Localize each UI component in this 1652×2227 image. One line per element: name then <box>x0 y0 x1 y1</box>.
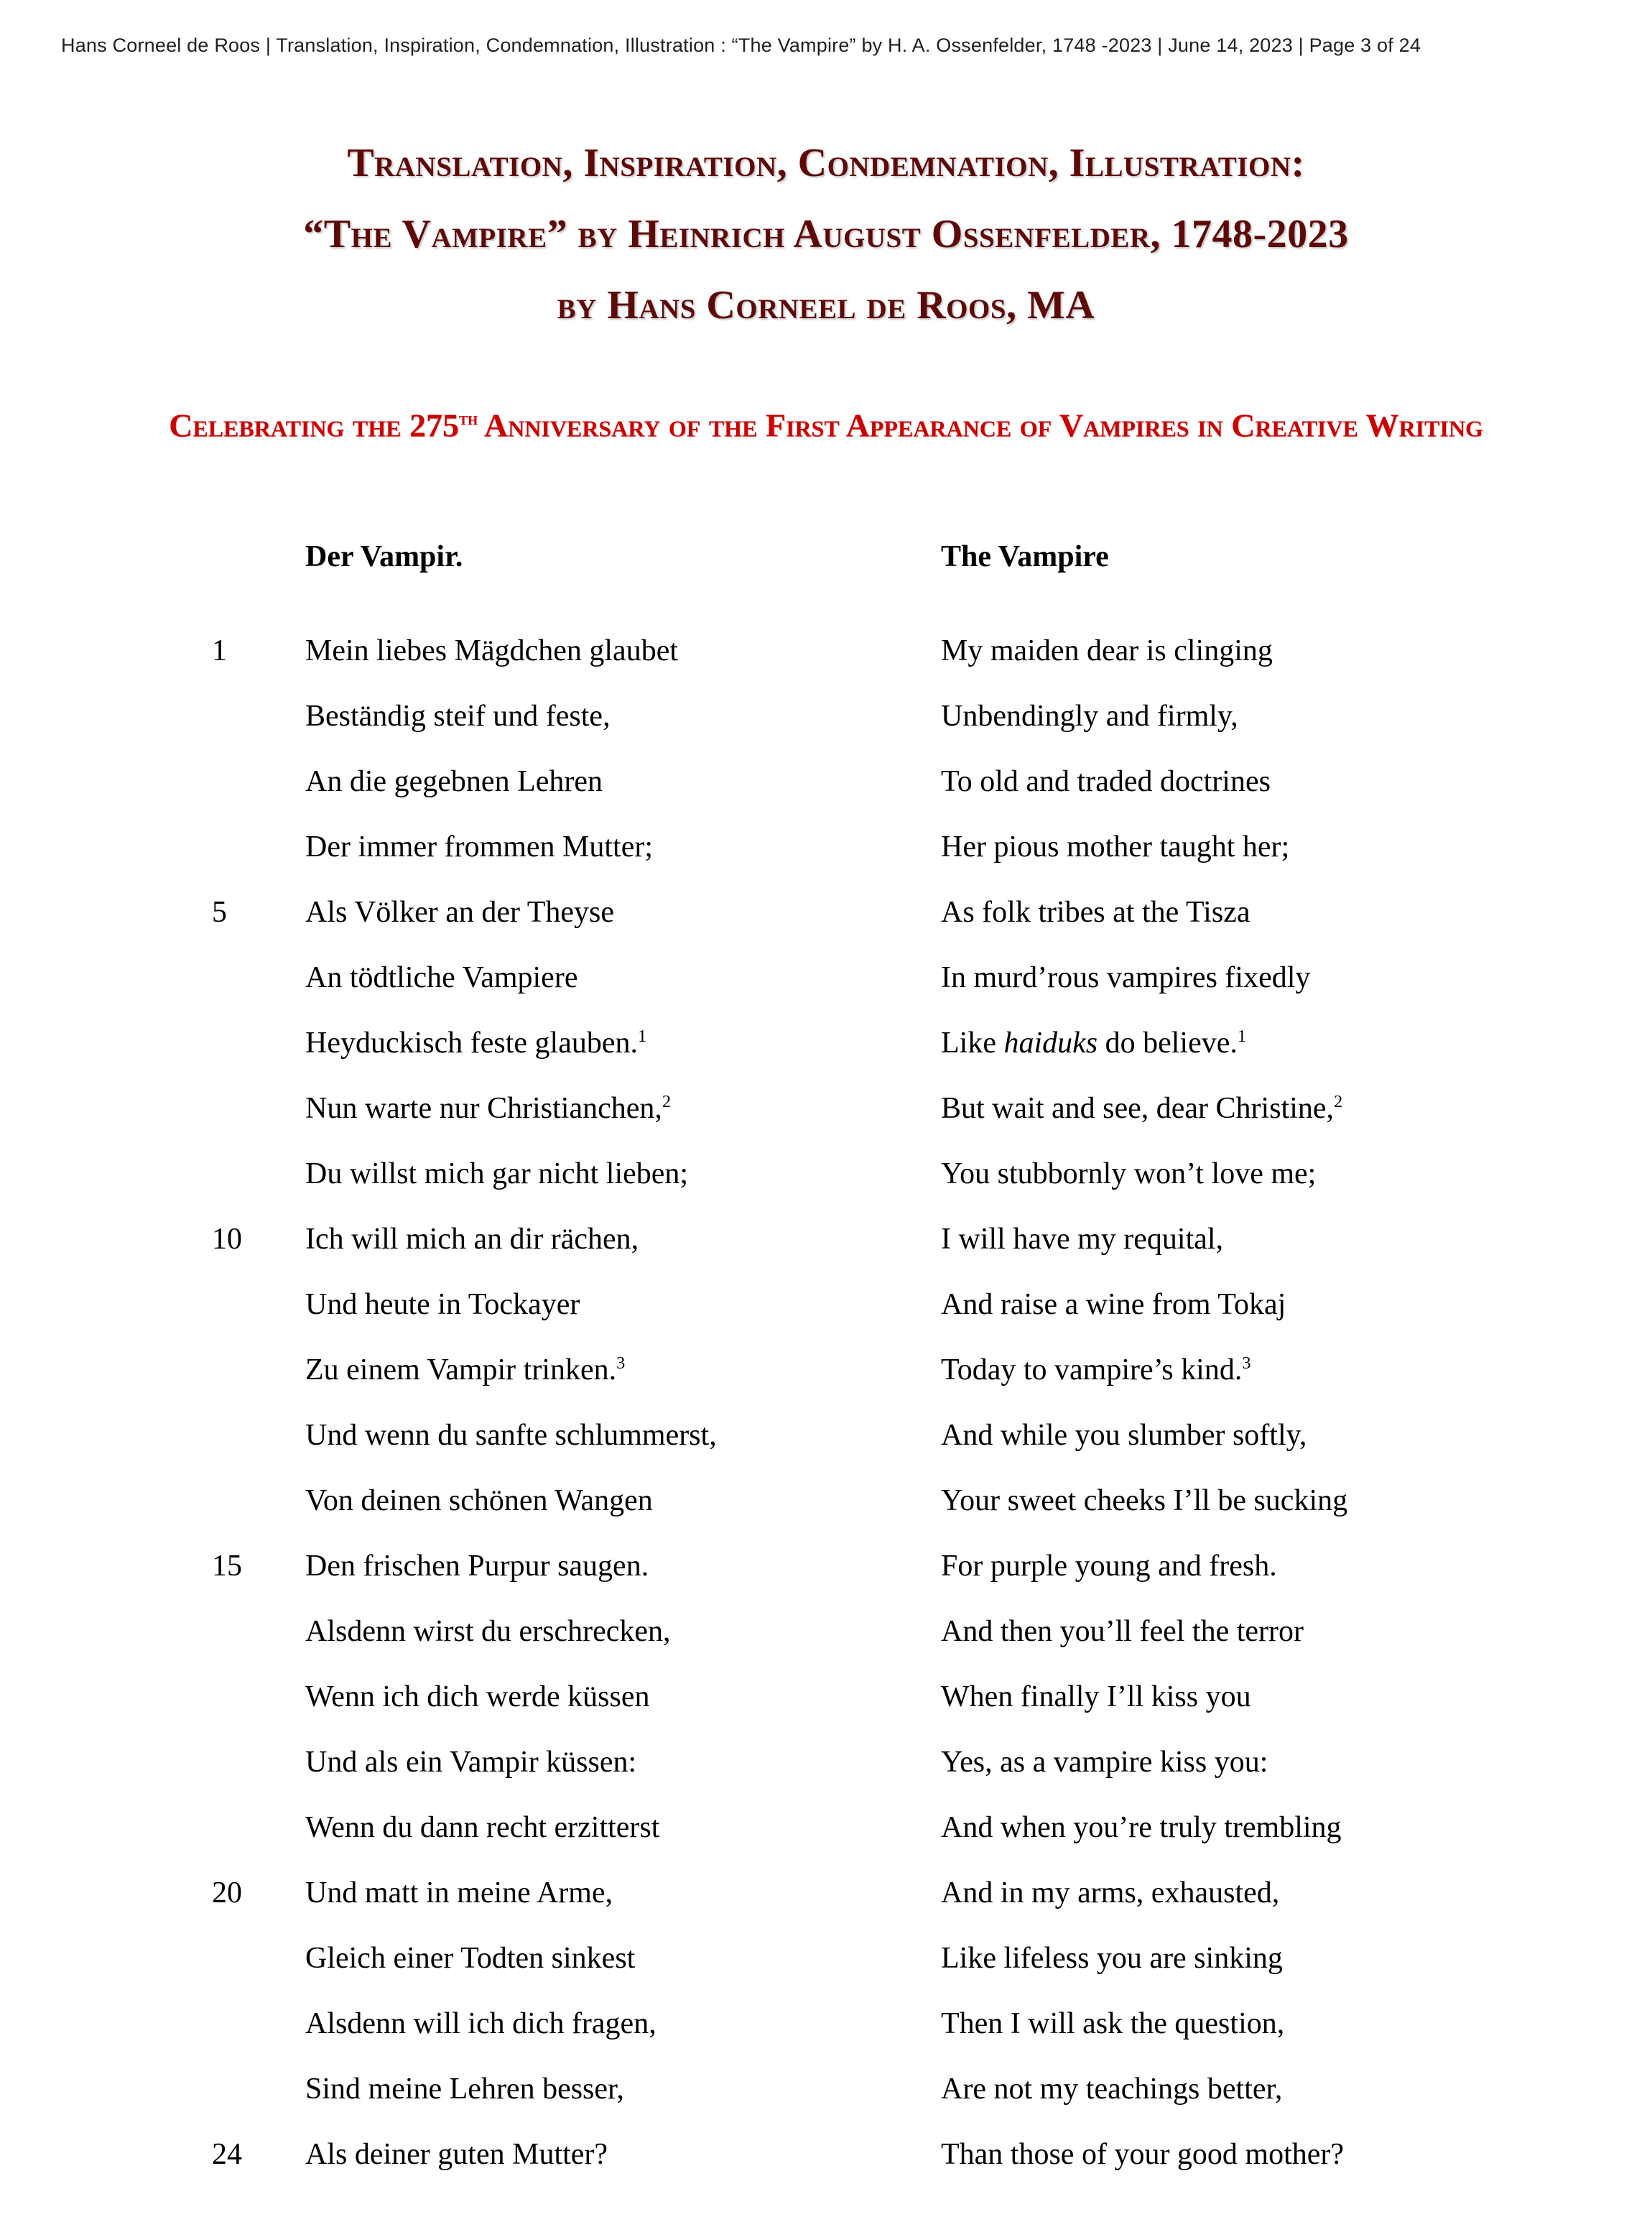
english-line: I will have my requital, <box>941 1223 1224 1256</box>
poem-row <box>212 945 1609 1011</box>
german-line: Und wenn du sanfte schlummerst, <box>305 1419 717 1452</box>
poem <box>212 524 1609 2187</box>
english-line: To old and traded doctrines <box>941 765 1271 798</box>
subtitle-prefix: Celebrating the 275 <box>169 407 459 444</box>
footnote-reference: 2 <box>1334 1092 1343 1111</box>
poem-row <box>212 815 1609 880</box>
poem-row <box>212 880 1609 945</box>
german-line: Beständig steif und feste, <box>305 700 611 733</box>
english-line: And raise a wine from Tokaj <box>941 1288 1286 1321</box>
subtitle-ordinal-superscript: th <box>458 409 478 429</box>
english-line: And when you’re truly trembling <box>941 1811 1342 1844</box>
poem-lines <box>212 619 1609 2187</box>
title-block <box>0 128 1652 341</box>
german-line: Wenn du dann recht erzitterst <box>305 1811 660 1844</box>
german-line: Mein liebes Mägdchen glaubet <box>305 634 679 667</box>
poem-row <box>212 1076 1609 1142</box>
poem-row <box>212 1795 1609 1861</box>
line-number: 24 <box>212 2138 242 2171</box>
english-line: You stubbornly won’t love me; <box>941 1157 1317 1190</box>
english-line: As folk tribes at the Tisza <box>941 896 1250 929</box>
german-line: Gleich einer Todten sinkest <box>305 1942 636 1975</box>
german-line: Zu einem Vampir trinken.$^3$ <box>305 1353 626 1386</box>
poem-row <box>212 619 1609 684</box>
running-header: Hans Corneel de Roos | Translation, Inspiration, Condemnation, Illustration : “The Vampire” by H. A. Ossenfelder, 1748 -2023 | June 14, 2023 | Page 3 of 24 <box>61 34 1421 56</box>
english-line: Yes, as a vampire kiss you: <box>941 1746 1268 1779</box>
line-number: 15 <box>212 1550 242 1583</box>
footnote-reference: 3 <box>616 1353 626 1373</box>
subtitle <box>0 397 1652 447</box>
line-number: 5 <box>212 896 227 929</box>
poem-row <box>212 1468 1609 1534</box>
german-line: Von deinen schönen Wangen <box>305 1484 653 1517</box>
german-line: Den frischen Purpur saugen. <box>305 1550 649 1583</box>
english-column-title: The Vampire <box>941 540 1109 573</box>
poem-row <box>212 684 1609 749</box>
footnote-reference: 1 <box>638 1027 647 1046</box>
german-line: Alsdenn wirst du erschrecken, <box>305 1615 671 1648</box>
german-line: Als Völker an der Theyse <box>305 896 615 929</box>
english-line: Than those of your good mother? <box>941 2138 1345 2171</box>
poem-row <box>212 1861 1609 1926</box>
english-line: Then I will ask the question, <box>941 2007 1285 2040</box>
german-line: Und heute in Tockayer <box>305 1288 580 1321</box>
german-line: Wenn ich dich werde küssen <box>305 1680 650 1713</box>
english-line: Her pious mother taught her; <box>941 830 1290 864</box>
line-number: 10 <box>212 1223 242 1256</box>
german-line: Alsdenn will ich dich fragen, <box>305 2007 656 2040</box>
footnote-reference: 2 <box>662 1092 672 1111</box>
poem-row <box>212 1142 1609 1207</box>
english-line: In murd’rous vampires fixedly <box>941 961 1311 994</box>
english-line: When finally I’ll kiss you <box>941 1680 1251 1713</box>
german-line: An die gegebnen Lehren <box>305 765 603 798</box>
poem-row <box>212 1534 1609 1599</box>
english-line: And while you slumber softly, <box>941 1419 1307 1452</box>
english-line: Today to vampire’s kind.$^3$ <box>941 1353 1251 1386</box>
poem-row <box>212 1338 1609 1403</box>
footnote-reference: 3 <box>1242 1353 1251 1373</box>
english-line: My maiden dear is clinging <box>941 634 1273 667</box>
german-line: Und als ein Vampir küssen: <box>305 1746 637 1779</box>
poem-column-headers <box>212 524 1609 590</box>
poem-row <box>212 1926 1609 1991</box>
german-line: Der immer frommen Mutter; <box>305 830 654 864</box>
poem-row <box>212 1991 1609 2057</box>
poem-row <box>212 2122 1609 2187</box>
document-title-line3: by Hans Corneel de Roos, MA <box>557 283 1095 328</box>
document-title-line1: Translation, Inspiration, Condemnation, Illustration: <box>347 141 1305 185</box>
german-line: Ich will mich an dir rächen, <box>305 1223 639 1256</box>
german-line: An tödtliche Vampiere <box>305 961 578 994</box>
poem-row <box>212 1011 1609 1076</box>
poem-row <box>212 2057 1609 2122</box>
poem-row <box>212 1207 1609 1272</box>
line-number: 20 <box>212 1876 242 1909</box>
poem-row <box>212 1599 1609 1665</box>
footnote-reference: 1 <box>1237 1027 1247 1046</box>
german-column-title: Der Vampir. <box>305 540 463 573</box>
german-line: Und matt in meine Arme, <box>305 1876 613 1909</box>
german-line: Als deiner guten Mutter? <box>305 2138 608 2171</box>
line-number: 1 <box>212 634 227 667</box>
english-line: Your sweet cheeks I’ll be sucking <box>941 1484 1348 1517</box>
german-line: Sind meine Lehren besser, <box>305 2073 624 2106</box>
english-line: Like lifeless you are sinking <box>941 1942 1283 1975</box>
english-line: Unbendingly and firmly, <box>941 700 1238 733</box>
german-line: Nun warte nur Christianchen,$^2$ <box>305 1092 672 1125</box>
german-line: Du willst mich gar nicht lieben; <box>305 1157 689 1190</box>
poem-row <box>212 749 1609 815</box>
english-line: And then you’ll feel the terror <box>941 1615 1304 1648</box>
german-line: Heyduckisch feste glauben.$^1$ <box>305 1027 647 1060</box>
poem-row <box>212 1403 1609 1468</box>
document-title-line2: “The Vampire” by Heinrich August Ossenfelder, 1748-2023 <box>303 212 1349 256</box>
poem-row <box>212 1665 1609 1730</box>
poem-row <box>212 1730 1609 1795</box>
english-line: Are not my teachings better, <box>941 2073 1283 2106</box>
english-line: Like haiduks do believe.$^1$ <box>941 1027 1247 1060</box>
english-line: And in my arms, exhausted, <box>941 1876 1280 1909</box>
english-line: But wait and see, dear Christine,$^2$ <box>941 1092 1343 1125</box>
english-line: For purple young and fresh. <box>941 1550 1277 1583</box>
poem-row <box>212 1272 1609 1338</box>
subtitle-suffix: Anniversary of the First Appearance of Vampires in Creative Writing <box>477 407 1483 444</box>
